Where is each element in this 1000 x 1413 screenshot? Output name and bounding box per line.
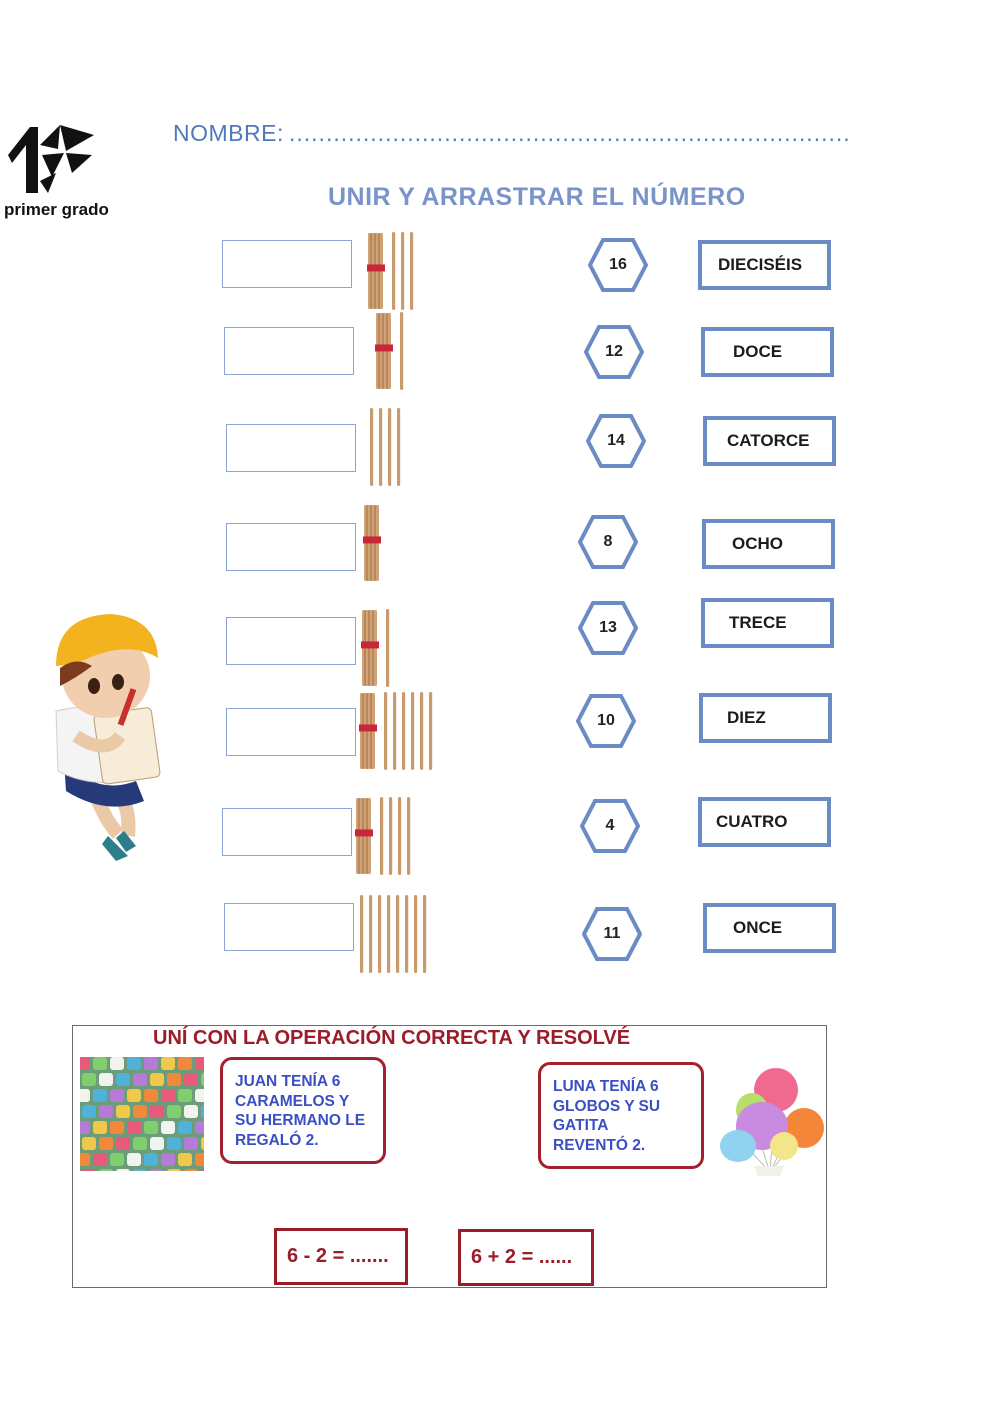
candy <box>127 1089 141 1102</box>
single-stick <box>398 797 401 875</box>
candy <box>116 1105 130 1118</box>
candy <box>93 1153 107 1166</box>
number-tile-14[interactable]: 14 <box>586 414 646 468</box>
ten-stick-bundle <box>367 233 385 309</box>
single-stick <box>411 692 414 770</box>
answer-box-4[interactable] <box>226 523 356 571</box>
candy <box>167 1137 181 1150</box>
operation-addition[interactable]: 6 + 2 = ...... <box>458 1229 594 1286</box>
candy <box>133 1137 147 1150</box>
balloons-image <box>714 1066 828 1178</box>
candy <box>161 1089 175 1102</box>
candy <box>116 1073 130 1086</box>
number-tile-11[interactable]: 11 <box>582 907 642 961</box>
single-stick <box>379 408 382 486</box>
answer-box-2[interactable] <box>224 327 354 375</box>
candy <box>195 1121 204 1134</box>
stick-group-1 <box>366 230 466 312</box>
candy <box>167 1105 181 1118</box>
stick-group-6 <box>358 690 458 772</box>
operation-subtraction[interactable]: 6 - 2 = ....... <box>274 1228 408 1285</box>
single-stick <box>387 895 390 973</box>
answer-box-1[interactable] <box>222 240 352 288</box>
candy <box>144 1057 158 1070</box>
candy <box>195 1089 204 1102</box>
name-label: NOMBRE: <box>173 120 284 146</box>
single-stick <box>423 895 426 973</box>
single-stick <box>370 408 373 486</box>
number-tile-4[interactable]: 4 <box>580 799 640 853</box>
number-tile-12[interactable]: 12 <box>584 325 644 379</box>
candy <box>144 1089 158 1102</box>
word-box-ocho: OCHO <box>702 519 835 569</box>
candy <box>93 1121 107 1134</box>
ten-stick-bundle <box>359 693 377 769</box>
stick-group-7 <box>354 795 454 877</box>
candy <box>184 1137 198 1150</box>
single-stick <box>380 797 383 875</box>
candy <box>184 1105 198 1118</box>
candy <box>178 1057 192 1070</box>
number-tile-8[interactable]: 8 <box>578 515 638 569</box>
candy <box>99 1105 113 1118</box>
stick-group-4 <box>362 502 462 584</box>
candy <box>80 1089 90 1102</box>
candy <box>110 1121 124 1134</box>
word-box-cuatro: CUATRO <box>698 797 831 847</box>
answer-box-6[interactable] <box>226 708 356 756</box>
single-stick <box>420 692 423 770</box>
candy <box>133 1169 147 1171</box>
answer-box-3[interactable] <box>226 424 356 472</box>
ten-stick-bundle <box>363 505 381 581</box>
word-box-catorce: CATORCE <box>703 416 836 466</box>
word-box-doce: DOCE <box>701 327 834 377</box>
candy <box>116 1169 130 1171</box>
candy <box>184 1073 198 1086</box>
candy <box>178 1121 192 1134</box>
answer-box-8[interactable] <box>224 903 354 951</box>
number-tile-13[interactable]: 13 <box>578 601 638 655</box>
candy <box>184 1169 198 1171</box>
operations-title: UNÍ CON LA OPERACIÓN CORRECTA Y RESOLVÉ <box>153 1027 631 1049</box>
single-stick <box>386 609 389 687</box>
answer-box-7[interactable] <box>222 808 352 856</box>
candy <box>99 1137 113 1150</box>
single-stick <box>414 895 417 973</box>
candy <box>93 1089 107 1102</box>
candy <box>161 1057 175 1070</box>
candy <box>110 1057 124 1070</box>
word-box-trece: TRECE <box>701 598 834 648</box>
single-stick <box>360 895 363 973</box>
story-card-caramelos: JUAN TENÍA 6 CARAMELOS Y SU HERMANO LE REGALÓ 2. <box>220 1057 386 1164</box>
single-stick <box>410 232 413 310</box>
ten-stick-bundle <box>361 610 379 686</box>
candy <box>150 1105 164 1118</box>
candy <box>110 1153 124 1166</box>
candy <box>150 1073 164 1086</box>
stick-group-2 <box>374 310 474 392</box>
single-stick <box>389 797 392 875</box>
candy <box>99 1169 113 1171</box>
candy <box>133 1073 147 1086</box>
candy <box>167 1169 181 1171</box>
stick-group-3 <box>368 406 468 488</box>
candies-image <box>80 1057 204 1171</box>
single-stick <box>401 232 404 310</box>
candy <box>178 1153 192 1166</box>
name-field[interactable]: ............................................................................ <box>289 120 851 146</box>
single-stick <box>393 692 396 770</box>
single-stick <box>384 692 387 770</box>
candy <box>82 1105 96 1118</box>
number-tile-16[interactable]: 16 <box>588 238 648 292</box>
candy <box>201 1137 204 1150</box>
candy <box>80 1121 90 1134</box>
answer-box-5[interactable] <box>226 617 356 665</box>
candy <box>161 1153 175 1166</box>
candy <box>82 1137 96 1150</box>
candy <box>150 1137 164 1150</box>
ten-stick-bundle <box>355 798 373 874</box>
candy <box>127 1121 141 1134</box>
single-stick <box>396 895 399 973</box>
candy <box>167 1073 181 1086</box>
stick-group-5 <box>360 607 460 689</box>
single-stick <box>429 692 432 770</box>
candy <box>93 1057 107 1070</box>
stick-group-8 <box>358 893 458 975</box>
word-box-once: ONCE <box>703 903 836 953</box>
ten-stick-bundle <box>375 313 393 389</box>
logo-label: primer grado <box>4 200 109 219</box>
candy <box>150 1169 164 1171</box>
candy <box>161 1121 175 1134</box>
candy <box>178 1089 192 1102</box>
story-card-globos: LUNA TENÍA 6 GLOBOS Y SU GATITA REVENTÓ 2. <box>538 1062 704 1169</box>
word-box-diez: DIEZ <box>699 693 832 743</box>
candy <box>82 1169 96 1171</box>
candy <box>133 1105 147 1118</box>
candy <box>82 1073 96 1086</box>
single-stick <box>397 408 400 486</box>
candy <box>116 1137 130 1150</box>
single-stick <box>407 797 410 875</box>
candy <box>195 1057 204 1070</box>
candy <box>195 1153 204 1166</box>
single-stick <box>402 692 405 770</box>
candy <box>110 1089 124 1102</box>
single-stick <box>378 895 381 973</box>
candy <box>80 1153 90 1166</box>
single-stick <box>388 408 391 486</box>
candy <box>144 1121 158 1134</box>
candy <box>80 1057 90 1070</box>
page-title: UNIR Y ARRASTRAR EL NÚMERO <box>328 183 746 211</box>
single-stick <box>392 232 395 310</box>
candy <box>144 1153 158 1166</box>
word-box-dieciseis: DIECISÉIS <box>698 240 831 290</box>
single-stick <box>369 895 372 973</box>
candy <box>99 1073 113 1086</box>
candy <box>127 1153 141 1166</box>
child-writing-illustration <box>36 606 171 864</box>
candy <box>201 1105 204 1118</box>
single-stick <box>405 895 408 973</box>
number-tile-10[interactable]: 10 <box>576 694 636 748</box>
single-stick <box>400 312 403 390</box>
candy <box>127 1057 141 1070</box>
candy <box>201 1073 204 1086</box>
